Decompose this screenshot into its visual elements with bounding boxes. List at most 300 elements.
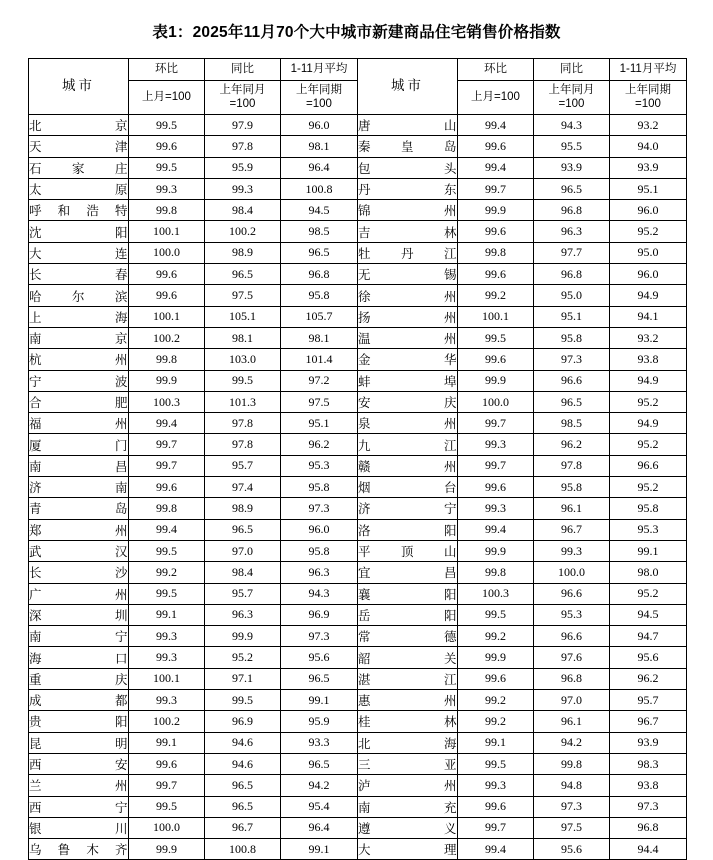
value-yoy-left: 101.3 [205, 391, 281, 412]
value-mom-left: 99.5 [129, 540, 205, 561]
value-mom-right: 99.6 [458, 349, 534, 370]
value-mom-left: 100.0 [129, 817, 205, 838]
price-index-table [28, 58, 687, 860]
city-name-right: 济 宁 [358, 498, 458, 519]
value-mom-left: 99.3 [129, 178, 205, 199]
value-avg-right: 96.7 [610, 711, 687, 732]
value-avg-left: 95.8 [281, 477, 358, 498]
value-avg-right: 94.4 [610, 839, 687, 860]
table-row [29, 157, 687, 178]
city-name-left: 宁 波 [29, 370, 129, 391]
value-avg-right: 95.2 [610, 583, 687, 604]
city-name-left: 太 原 [29, 178, 129, 199]
value-mom-right: 99.6 [458, 221, 534, 242]
value-yoy-left: 98.4 [205, 200, 281, 221]
value-yoy-left: 96.9 [205, 711, 281, 732]
value-mom-left: 99.8 [129, 349, 205, 370]
header-group-yoy-left: 同比 [205, 59, 281, 81]
value-mom-left: 99.9 [129, 839, 205, 860]
table-row [29, 178, 687, 199]
header-sub-line: 上年同期 [296, 83, 342, 96]
value-avg-left: 95.8 [281, 285, 358, 306]
value-avg-right: 95.6 [610, 647, 687, 668]
table-row [29, 115, 687, 136]
city-name-right: 南 充 [358, 796, 458, 817]
table-row [29, 434, 687, 455]
table-row [29, 775, 687, 796]
value-yoy-right: 93.9 [534, 157, 610, 178]
city-name-right: 泉 州 [358, 413, 458, 434]
city-name-right: 惠 州 [358, 690, 458, 711]
city-name-right: 秦皇岛 [358, 136, 458, 157]
value-avg-left: 95.9 [281, 711, 358, 732]
value-mom-right: 99.4 [458, 115, 534, 136]
value-avg-left: 95.8 [281, 540, 358, 561]
city-name-left: 昆 明 [29, 732, 129, 753]
value-yoy-left: 99.9 [205, 626, 281, 647]
value-yoy-left: 98.9 [205, 242, 281, 263]
city-name-left: 上 海 [29, 306, 129, 327]
value-mom-right: 99.3 [458, 775, 534, 796]
value-mom-right: 99.4 [458, 839, 534, 860]
header-sub-line: 上年同期 [625, 83, 671, 96]
value-yoy-right: 97.7 [534, 242, 610, 263]
table-row [29, 242, 687, 263]
value-yoy-right: 95.0 [534, 285, 610, 306]
value-yoy-left: 95.2 [205, 647, 281, 668]
value-avg-left: 99.1 [281, 690, 358, 711]
header-sub-line: 上月=100 [471, 90, 520, 103]
table-row [29, 327, 687, 348]
city-name-right: 桂 林 [358, 711, 458, 732]
city-name-right: 平顶山 [358, 540, 458, 561]
header-sub-line: 上月=100 [142, 90, 191, 103]
header-sub-yoy-left [205, 81, 281, 115]
table-row [29, 753, 687, 774]
value-yoy-right: 95.6 [534, 839, 610, 860]
value-mom-right: 100.1 [458, 306, 534, 327]
value-mom-right: 99.9 [458, 647, 534, 668]
value-yoy-left: 97.8 [205, 434, 281, 455]
city-name-left: 成 都 [29, 690, 129, 711]
table-row [29, 285, 687, 306]
value-mom-right: 99.9 [458, 370, 534, 391]
table-row [29, 136, 687, 157]
city-name-left: 重 庆 [29, 668, 129, 689]
header-group-mom-left: 环比 [129, 59, 205, 81]
city-name-left: 长 沙 [29, 562, 129, 583]
value-avg-right: 93.2 [610, 115, 687, 136]
city-name-right: 无 锡 [358, 264, 458, 285]
value-mom-right: 99.4 [458, 157, 534, 178]
city-name-right: 襄 阳 [358, 583, 458, 604]
table-row [29, 711, 687, 732]
header-sub-mom-left [129, 81, 205, 115]
table-body [29, 115, 687, 860]
value-mom-left: 99.7 [129, 775, 205, 796]
value-avg-right: 95.1 [610, 178, 687, 199]
value-mom-right: 99.7 [458, 178, 534, 199]
table-row [29, 498, 687, 519]
value-mom-left: 100.1 [129, 668, 205, 689]
value-avg-right: 93.9 [610, 732, 687, 753]
value-yoy-left: 97.4 [205, 477, 281, 498]
value-avg-right: 96.0 [610, 200, 687, 221]
city-name-left: 大 连 [29, 242, 129, 263]
city-name-right: 蚌 埠 [358, 370, 458, 391]
city-name-left: 哈尔滨 [29, 285, 129, 306]
value-yoy-left: 96.5 [205, 775, 281, 796]
value-yoy-right: 96.8 [534, 264, 610, 285]
table-row [29, 732, 687, 753]
city-name-left: 武 汉 [29, 540, 129, 561]
city-name-right: 北 海 [358, 732, 458, 753]
table-row [29, 647, 687, 668]
table-row [29, 796, 687, 817]
city-name-right: 常 德 [358, 626, 458, 647]
value-mom-right: 99.7 [458, 817, 534, 838]
city-name-right: 温 州 [358, 327, 458, 348]
value-avg-right: 95.2 [610, 221, 687, 242]
city-name-right: 大 理 [358, 839, 458, 860]
city-name-left: 济 南 [29, 477, 129, 498]
value-avg-left: 105.7 [281, 306, 358, 327]
value-avg-left: 97.3 [281, 498, 358, 519]
value-yoy-right: 97.0 [534, 690, 610, 711]
city-name-left: 南 宁 [29, 626, 129, 647]
value-yoy-left: 105.1 [205, 306, 281, 327]
city-name-left: 天 津 [29, 136, 129, 157]
table-row [29, 306, 687, 327]
value-avg-left: 93.3 [281, 732, 358, 753]
city-name-right: 九 江 [358, 434, 458, 455]
table-header [29, 59, 687, 115]
value-yoy-left: 97.0 [205, 540, 281, 561]
value-avg-right: 93.8 [610, 349, 687, 370]
table-row [29, 562, 687, 583]
city-name-left: 南 京 [29, 327, 129, 348]
value-yoy-right: 100.0 [534, 562, 610, 583]
city-name-right: 扬 州 [358, 306, 458, 327]
value-yoy-left: 100.2 [205, 221, 281, 242]
value-avg-right: 94.9 [610, 285, 687, 306]
city-name-left: 银 川 [29, 817, 129, 838]
value-yoy-left: 100.8 [205, 839, 281, 860]
value-avg-left: 96.0 [281, 519, 358, 540]
value-yoy-left: 96.7 [205, 817, 281, 838]
city-name-right: 安 庆 [358, 391, 458, 412]
city-name-right: 遵 义 [358, 817, 458, 838]
value-yoy-left: 103.0 [205, 349, 281, 370]
value-avg-left: 96.4 [281, 157, 358, 178]
value-avg-left: 98.5 [281, 221, 358, 242]
value-yoy-left: 94.6 [205, 753, 281, 774]
value-yoy-right: 97.6 [534, 647, 610, 668]
table-row [29, 519, 687, 540]
city-name-right: 吉 林 [358, 221, 458, 242]
value-mom-right: 99.6 [458, 264, 534, 285]
value-avg-left: 97.3 [281, 626, 358, 647]
table-row [29, 349, 687, 370]
value-avg-left: 99.1 [281, 839, 358, 860]
table-row [29, 540, 687, 561]
value-avg-left: 100.8 [281, 178, 358, 199]
header-sub-avg-right [610, 81, 687, 115]
value-mom-left: 99.3 [129, 690, 205, 711]
value-mom-left: 99.1 [129, 604, 205, 625]
value-avg-right: 95.8 [610, 498, 687, 519]
value-mom-left: 99.8 [129, 498, 205, 519]
value-mom-right: 99.6 [458, 668, 534, 689]
city-name-right: 金 华 [358, 349, 458, 370]
value-yoy-right: 97.3 [534, 796, 610, 817]
page-title: 表1：2025年11月70个大中城市新建商品住宅销售价格指数 [152, 24, 561, 41]
value-avg-left: 101.4 [281, 349, 358, 370]
value-mom-left: 99.3 [129, 626, 205, 647]
value-mom-left: 99.2 [129, 562, 205, 583]
value-mom-right: 99.2 [458, 711, 534, 732]
value-mom-right: 99.5 [458, 753, 534, 774]
value-yoy-right: 95.8 [534, 477, 610, 498]
value-yoy-right: 96.6 [534, 370, 610, 391]
header-sub-mom-right [458, 81, 534, 115]
value-yoy-left: 99.5 [205, 370, 281, 391]
value-avg-right: 96.8 [610, 817, 687, 838]
value-avg-right: 96.2 [610, 668, 687, 689]
city-name-right: 丹 东 [358, 178, 458, 199]
table-row [29, 200, 687, 221]
value-yoy-left: 97.9 [205, 115, 281, 136]
city-name-left: 广 州 [29, 583, 129, 604]
city-name-right: 赣 州 [358, 455, 458, 476]
city-name-right: 湛 江 [358, 668, 458, 689]
table-row [29, 477, 687, 498]
city-name-left: 兰 州 [29, 775, 129, 796]
value-mom-left: 99.5 [129, 796, 205, 817]
value-yoy-left: 95.7 [205, 583, 281, 604]
header-sub-line: 上年同月 [548, 83, 595, 96]
value-mom-left: 100.3 [129, 391, 205, 412]
value-yoy-right: 94.2 [534, 732, 610, 753]
value-avg-left: 96.0 [281, 115, 358, 136]
value-yoy-left: 98.4 [205, 562, 281, 583]
table-row [29, 668, 687, 689]
city-name-left: 西 安 [29, 753, 129, 774]
value-mom-left: 99.8 [129, 200, 205, 221]
value-yoy-right: 97.3 [534, 349, 610, 370]
city-name-left: 杭 州 [29, 349, 129, 370]
value-mom-right: 99.5 [458, 327, 534, 348]
table-row [29, 221, 687, 242]
value-yoy-right: 98.5 [534, 413, 610, 434]
city-name-left: 乌鲁木齐 [29, 839, 129, 860]
table-row [29, 370, 687, 391]
value-avg-right: 99.1 [610, 540, 687, 561]
header-sub-avg-left [281, 81, 358, 115]
value-mom-left: 99.5 [129, 115, 205, 136]
header-sub-line: =100 [635, 97, 661, 110]
header-sub-yoy-right [534, 81, 610, 115]
city-name-left: 海 口 [29, 647, 129, 668]
city-name-right: 韶 关 [358, 647, 458, 668]
value-yoy-left: 99.5 [205, 690, 281, 711]
value-avg-right: 93.8 [610, 775, 687, 796]
value-yoy-right: 95.1 [534, 306, 610, 327]
value-avg-left: 96.5 [281, 753, 358, 774]
header-group-avg-right: 1-11月平均 [610, 59, 687, 81]
city-name-right: 徐 州 [358, 285, 458, 306]
table-row [29, 583, 687, 604]
city-name-left: 长 春 [29, 264, 129, 285]
value-mom-left: 100.0 [129, 242, 205, 263]
city-name-right: 包 头 [358, 157, 458, 178]
value-yoy-right: 95.5 [534, 136, 610, 157]
value-mom-right: 99.3 [458, 434, 534, 455]
header-group-avg-left: 1-11月平均 [281, 59, 358, 81]
table-row [29, 604, 687, 625]
value-avg-left: 96.8 [281, 264, 358, 285]
city-name-right: 岳 阳 [358, 604, 458, 625]
value-avg-right: 94.9 [610, 370, 687, 391]
value-avg-left: 96.2 [281, 434, 358, 455]
value-mom-left: 99.6 [129, 285, 205, 306]
value-mom-right: 99.6 [458, 477, 534, 498]
city-name-right: 牡丹江 [358, 242, 458, 263]
value-mom-left: 100.2 [129, 711, 205, 732]
city-name-left: 石家庄 [29, 157, 129, 178]
value-mom-left: 99.6 [129, 753, 205, 774]
value-avg-right: 97.3 [610, 796, 687, 817]
value-mom-left: 100.1 [129, 306, 205, 327]
value-mom-left: 99.4 [129, 519, 205, 540]
value-yoy-right: 95.3 [534, 604, 610, 625]
table-row [29, 413, 687, 434]
table-row [29, 626, 687, 647]
value-avg-left: 95.3 [281, 455, 358, 476]
city-name-left: 郑 州 [29, 519, 129, 540]
value-mom-right: 99.6 [458, 136, 534, 157]
value-mom-right: 99.2 [458, 285, 534, 306]
value-yoy-left: 96.5 [205, 519, 281, 540]
value-yoy-right: 96.2 [534, 434, 610, 455]
value-mom-left: 99.6 [129, 264, 205, 285]
header-sub-line: 上年同月 [219, 83, 266, 96]
value-yoy-right: 96.8 [534, 200, 610, 221]
city-name-left: 贵 阳 [29, 711, 129, 732]
value-yoy-right: 96.6 [534, 626, 610, 647]
value-avg-right: 98.0 [610, 562, 687, 583]
value-mom-right: 99.1 [458, 732, 534, 753]
value-mom-right: 99.3 [458, 498, 534, 519]
value-avg-left: 97.2 [281, 370, 358, 391]
value-avg-right: 95.2 [610, 477, 687, 498]
value-mom-left: 99.6 [129, 136, 205, 157]
city-name-left: 深 圳 [29, 604, 129, 625]
value-avg-right: 93.9 [610, 157, 687, 178]
value-yoy-left: 97.1 [205, 668, 281, 689]
value-mom-right: 99.7 [458, 455, 534, 476]
city-name-left: 青 岛 [29, 498, 129, 519]
city-name-left: 西 宁 [29, 796, 129, 817]
value-avg-left: 96.9 [281, 604, 358, 625]
value-avg-right: 96.0 [610, 264, 687, 285]
value-mom-right: 99.8 [458, 242, 534, 263]
value-yoy-right: 94.3 [534, 115, 610, 136]
value-yoy-left: 98.9 [205, 498, 281, 519]
value-avg-right: 94.7 [610, 626, 687, 647]
value-yoy-left: 95.7 [205, 455, 281, 476]
value-yoy-left: 96.5 [205, 796, 281, 817]
header-city-right: 城市 [358, 59, 458, 115]
value-avg-right: 94.5 [610, 604, 687, 625]
value-avg-right: 95.2 [610, 391, 687, 412]
value-avg-left: 95.6 [281, 647, 358, 668]
city-name-right: 洛 阳 [358, 519, 458, 540]
city-name-right: 三 亚 [358, 753, 458, 774]
city-name-left: 沈 阳 [29, 221, 129, 242]
value-mom-right: 99.9 [458, 200, 534, 221]
value-mom-left: 99.1 [129, 732, 205, 753]
header-sub-line: =100 [229, 97, 256, 110]
city-name-right: 唐 山 [358, 115, 458, 136]
value-avg-left: 98.1 [281, 136, 358, 157]
value-yoy-right: 97.5 [534, 817, 610, 838]
value-avg-right: 95.3 [610, 519, 687, 540]
value-yoy-right: 96.6 [534, 583, 610, 604]
value-mom-left: 99.4 [129, 413, 205, 434]
city-name-left: 福 州 [29, 413, 129, 434]
table-row [29, 264, 687, 285]
value-yoy-right: 96.7 [534, 519, 610, 540]
value-avg-right: 94.9 [610, 413, 687, 434]
value-avg-left: 96.5 [281, 242, 358, 263]
value-yoy-right: 96.1 [534, 711, 610, 732]
city-name-right: 锦 州 [358, 200, 458, 221]
value-yoy-right: 96.5 [534, 178, 610, 199]
value-yoy-left: 97.8 [205, 136, 281, 157]
city-name-left: 南 昌 [29, 455, 129, 476]
table-row [29, 839, 687, 860]
header-city-left: 城市 [29, 59, 129, 115]
value-mom-right: 99.9 [458, 540, 534, 561]
value-yoy-right: 95.8 [534, 327, 610, 348]
value-yoy-right: 96.5 [534, 391, 610, 412]
value-mom-right: 99.2 [458, 626, 534, 647]
value-yoy-right: 96.3 [534, 221, 610, 242]
value-yoy-left: 98.1 [205, 327, 281, 348]
value-yoy-left: 97.8 [205, 413, 281, 434]
city-name-left: 呼和浩特 [29, 200, 129, 221]
value-yoy-left: 99.3 [205, 178, 281, 199]
value-avg-left: 98.1 [281, 327, 358, 348]
value-mom-left: 99.5 [129, 157, 205, 178]
value-mom-right: 99.4 [458, 519, 534, 540]
value-mom-right: 100.3 [458, 583, 534, 604]
value-avg-left: 96.3 [281, 562, 358, 583]
value-mom-right: 99.2 [458, 690, 534, 711]
value-yoy-right: 94.8 [534, 775, 610, 796]
value-yoy-right: 96.1 [534, 498, 610, 519]
city-name-right: 烟 台 [358, 477, 458, 498]
value-avg-left: 94.2 [281, 775, 358, 796]
table-row [29, 690, 687, 711]
value-avg-right: 94.0 [610, 136, 687, 157]
header-group-mom-right: 环比 [458, 59, 534, 81]
value-avg-left: 96.5 [281, 668, 358, 689]
value-mom-left: 99.7 [129, 455, 205, 476]
value-yoy-left: 96.3 [205, 604, 281, 625]
value-mom-left: 100.2 [129, 327, 205, 348]
